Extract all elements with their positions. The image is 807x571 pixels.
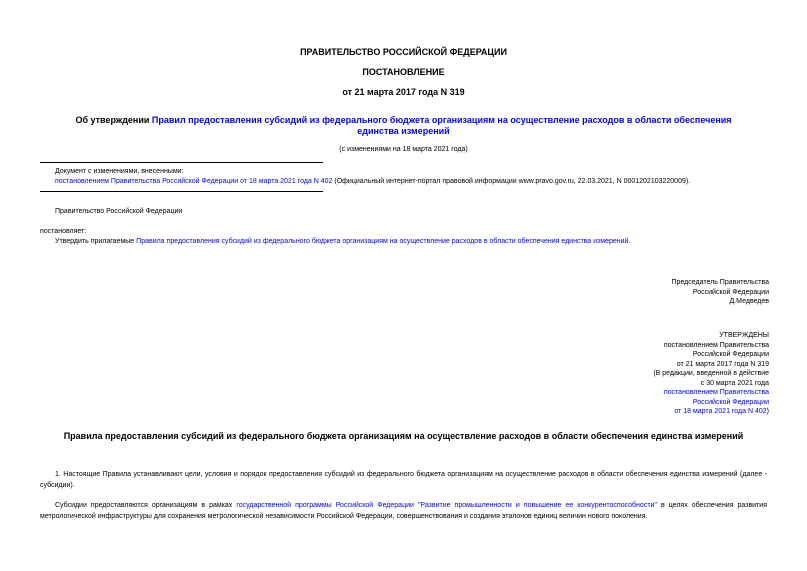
approve-prefix: Утвердить прилагаемые: [55, 238, 137, 245]
approved-close: ): [766, 408, 769, 415]
government-heading: ПРАВИТЕЛЬСТВО РОССИЙСКОЙ ФЕДЕРАЦИИ: [300, 47, 507, 57]
divider-top: [40, 162, 323, 163]
approved-link-1[interactable]: постановлением Правительства: [663, 389, 769, 396]
approve-suffix: .: [628, 238, 631, 245]
signature-position: Председатель Правительства: [671, 279, 769, 286]
approved-block: [653, 331, 769, 417]
approve-rules-link[interactable]: Правила предоставления субсидий из федерального бюджета организациям на осуществление расходов в области обеспечения единства измерений: [136, 238, 629, 245]
approve-paragraph: [55, 237, 630, 246]
para2-prefix: Субсидии предоставляются организациям в рамках: [55, 502, 237, 509]
approved-effective: с 30 марта 2021 года: [700, 379, 769, 387]
approved-by: постановлением Правительства: [663, 341, 769, 349]
approved-date: от 21 марта 2017 года N 319: [676, 360, 769, 368]
signature-country: Российской Федерации: [692, 288, 769, 296]
doc-type-heading: ПОСТАНОВЛЕНИЕ: [362, 67, 445, 77]
amendments-line: [55, 177, 690, 186]
amendments-label: Документ с изменениями, внесенными:: [55, 168, 184, 175]
approved-edition: (В редакции, введенной в действие: [653, 370, 769, 377]
paragraph-1: 1. Настоящие Правила устанавливают цели, условия и порядок предоставления субсидий из федерального бюджета организациям на осуществление расходов в области обеспечения единства измерений (далее - субсидии).: [40, 471, 767, 489]
approved-country: Российской Федерации: [692, 351, 769, 358]
title-prefix: Об утверждении: [75, 115, 152, 125]
program-link[interactable]: государственной программы Российской Федерации "Развитие промышленности и повышение ее конкурентоспособности": [236, 502, 657, 509]
document-title: [55, 115, 752, 137]
amendment-link[interactable]: постановлением Правительства Российской Федерации от 18 марта 2021 года N 402: [55, 178, 333, 185]
approved-link-2[interactable]: Российской Федерации: [692, 398, 769, 406]
rules-title: Правила предоставления субсидий из федерального бюджета организациям на осуществление расходов в области обеспечения единства измерений: [63, 431, 744, 441]
approved-heading: УТВЕРЖДЕНЫ: [719, 332, 769, 339]
decides-text: постановляет:: [40, 228, 87, 235]
divider-bottom: [40, 191, 323, 192]
amendment-source: (Официальный интернет-портал правовой информации www.pravo.gov.ru, 22.03.2021, N 0001202103220009).: [332, 178, 691, 185]
paragraph-2: [40, 500, 767, 522]
signature-name: Д.Медведев: [729, 298, 769, 305]
changes-note: (с изменениями на 18 марта 2021 года): [339, 146, 468, 153]
signature-block: [672, 278, 769, 307]
issuer-text: Правительство Российской Федерации: [55, 208, 183, 215]
para2-suffix: в целях обеспечения развития метрологической инфраструктуры для сохранения метрологической независимости Российской Федерации, совершенствования и создания эталонов единиц величин нового поколения.: [40, 502, 767, 520]
approved-link-3[interactable]: от 18 марта 2021 года N 402: [674, 408, 767, 415]
doc-date: от 21 марта 2017 года N 319: [342, 87, 465, 97]
title-link[interactable]: Правил предоставления субсидий из федерального бюджета организациям на осуществление расходов в области обеспечения единства измерений: [151, 115, 732, 136]
